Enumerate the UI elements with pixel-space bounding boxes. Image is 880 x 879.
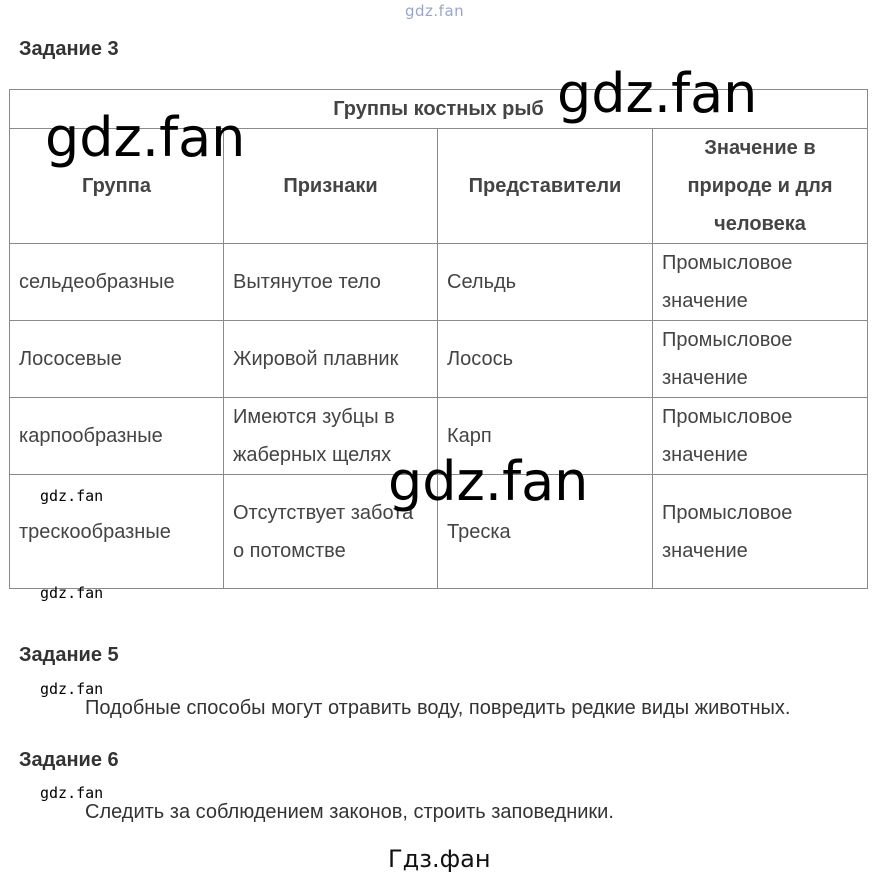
task5-heading: Задание 5 <box>19 644 119 666</box>
header-significance: Значение в природе и для человека <box>653 129 868 244</box>
watermark-large: gdz.fan <box>45 106 246 169</box>
table-caption: Группы костных рыб <box>10 90 868 129</box>
cell-features: Имеются зубцы в жаберных щелях <box>224 398 438 475</box>
cell-representatives: Сельдь <box>438 244 653 321</box>
header-features: Признаки <box>224 129 438 244</box>
task3-heading: Задание 3 <box>19 38 119 60</box>
watermark-small: gdz.fan <box>40 680 104 698</box>
cell-representatives: Лосось <box>438 321 653 398</box>
watermark-small: gdz.fan <box>40 784 104 802</box>
cell-group: карпообразные <box>10 398 224 475</box>
task5-answer: Подобные способы могут отравить воду, повредить редкие виды животных. <box>85 697 791 719</box>
cell-group: сельдеобразные <box>10 244 224 321</box>
cell-significance: Промысловое значение <box>653 321 868 398</box>
cell-significance: Промысловое значение <box>653 244 868 321</box>
watermark-small: gdz.fan <box>40 584 104 602</box>
header-group: Группа <box>10 129 224 244</box>
watermark-footer: Гдз.фан <box>388 845 491 873</box>
header-representatives: Представители <box>438 129 653 244</box>
task6-heading: Задание 6 <box>19 749 119 771</box>
watermark-small: gdz.fan <box>40 487 104 505</box>
watermark-large: gdz.fan <box>557 62 758 125</box>
cell-significance: Промысловое значение <box>653 398 868 475</box>
cell-features: Вытянутое тело <box>224 244 438 321</box>
cell-significance: Промысловое значение <box>653 475 868 589</box>
cell-representatives: Треска <box>438 475 653 589</box>
cell-representatives: Карп <box>438 398 653 475</box>
table-row <box>10 244 868 321</box>
cell-features: Отсутствует забота о потомстве <box>224 475 438 589</box>
watermark-large: gdz.fan <box>388 450 589 513</box>
table-row <box>10 321 868 398</box>
cell-group: Лососевые <box>10 321 224 398</box>
cell-features: Жировой плавник <box>224 321 438 398</box>
cell-group: трескообразные <box>10 475 224 589</box>
watermark-top: gdz.fan <box>405 2 465 20</box>
task6-answer: Следить за соблюдением законов, строить заповедники. <box>85 801 614 823</box>
